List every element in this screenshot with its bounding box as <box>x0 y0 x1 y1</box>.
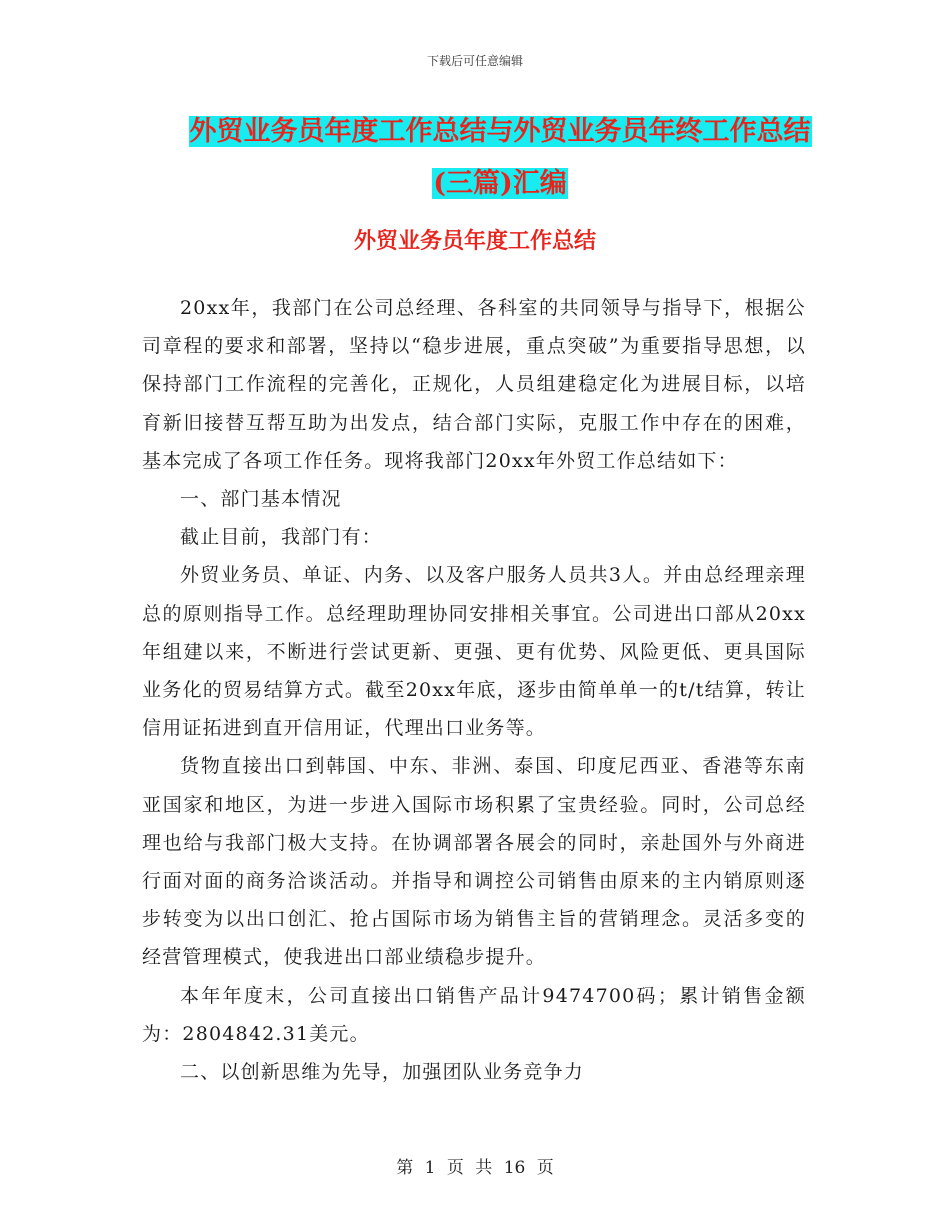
heading-department-overview: 一、部门基本情况 <box>180 488 342 511</box>
paragraph-intro: 20xx年，我部门在公司总经理、各科室的共同领导与指导下，根据公司章程的要求和部署，坚持以“稳步进展，重点突破”为重要指导思想，以保持部门工作流程的完善化，正规化，人员组建稳定化为进展目标，以培育新旧接替互帮互助为出发点，结合部门实际，克服工作中存在的困难，基本完成了各项工作任务。现将我部门20xx年外贸工作总结如下： <box>142 297 806 472</box>
document-title-line-2: (三篇)汇编 <box>433 168 567 199</box>
paragraph-export-markets: 货物直接出口到韩国、中东、非洲、泰国、印度尼西亚、香港等东南亚国家和地区，为进一步进入国际市场积累了宝贵经验。同时，公司总经理也给与我部门极大支持。在协调部署各展会的同时，亲赴国外与外商进行面对面的商务洽谈活动。并指导和调控公司销售由原来的主内销原则逐步转变为以出口创汇、抢占国际市场为销售主旨的营销理念。灵活多变的经营管理模式，使我进出口部业绩稳步提升。 <box>142 755 806 969</box>
document-title-line-1: 外贸业务员年度工作总结与外贸业务员年终工作总结 <box>189 116 811 147</box>
page-header: 下载后可任意编辑 <box>426 54 523 68</box>
section-title: 外贸业务员年度工作总结 <box>353 228 596 254</box>
paragraph-as-of-now: 截止目前，我部门有： <box>180 526 383 549</box>
paragraph-staff: 外贸业务员、单证、内务、以及客户服务人员共3人。并由总经理亲理总的原则指导工作。总经理助理协同安排相关事宜。公司进出口部从20xx年组建以来，不断进行尝试更新、更强、更有优势、风险更低、更具国际业务化的贸易结算方式。截至20xx年底，逐步由简单单一的t/t结算，转让信用证拓进到直开信用证，代理出口业务等。 <box>142 564 806 740</box>
document-title <box>140 106 860 210</box>
page-footer: 第 1 页 共 16 页 <box>396 1158 554 1178</box>
paragraph-sales-figures: 本年年度末，公司直接出口销售产品计9474700码；累计销售金额为：2804842.31美元。 <box>142 984 806 1045</box>
heading-innovation: 二、以创新思维为先导，加强团队业务竞争力 <box>180 1061 585 1084</box>
document-body <box>142 289 806 1091</box>
